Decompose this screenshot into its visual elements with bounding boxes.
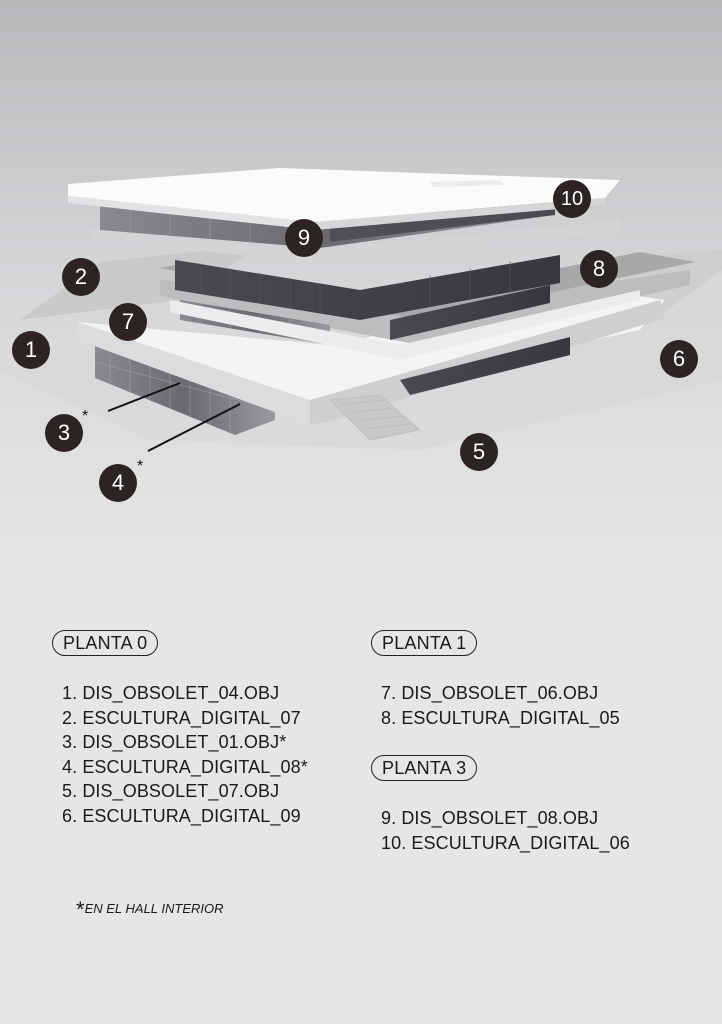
- planta-0-title: PLANTA 0: [63, 632, 148, 653]
- marker-label: 9: [297, 225, 311, 250]
- marker-label: 6: [672, 346, 686, 371]
- marker-10: [553, 180, 591, 218]
- footnote-asterisk: *: [76, 897, 85, 922]
- marker-label: 3: [57, 420, 71, 445]
- planta-3-list: [381, 806, 630, 855]
- list-item: 3. DIS_OBSOLET_01.OBJ*: [62, 732, 287, 753]
- marker-3: [45, 414, 83, 452]
- marker-3-asterisk: *: [82, 408, 89, 425]
- list-item: 7. DIS_OBSOLET_06.OBJ: [381, 683, 599, 703]
- list-item: 6. ESCULTURA_DIGITAL_09: [62, 805, 301, 826]
- marker-4-asterisk: *: [137, 458, 144, 475]
- marker-4: [99, 464, 137, 502]
- list-item: 4. ESCULTURA_DIGITAL_08*: [62, 756, 308, 777]
- marker-label: 1: [24, 337, 38, 362]
- marker-7: [109, 303, 147, 341]
- list-item: 9. DIS_OBSOLET_08.OBJ: [381, 808, 599, 828]
- marker-label: 4: [111, 470, 125, 495]
- marker-6: [660, 340, 698, 378]
- planta-0-heading: [52, 630, 158, 656]
- marker-2: [62, 258, 100, 296]
- marker-9: [285, 219, 323, 257]
- marker-label: 5: [472, 439, 486, 464]
- marker-8: [580, 250, 618, 288]
- marker-label: 7: [121, 309, 135, 334]
- marker-label: 10: [560, 187, 584, 210]
- list-item: 10. ESCULTURA_DIGITAL_06: [381, 832, 630, 853]
- planta-0-list: [62, 681, 308, 829]
- footnote: [76, 897, 224, 923]
- footnote-text: EN EL HALL INTERIOR: [84, 901, 224, 916]
- planta-3-title: PLANTA 3: [382, 757, 467, 778]
- marker-1: [12, 331, 50, 369]
- planta-1-title: PLANTA 1: [382, 632, 467, 653]
- marker-5: [460, 433, 498, 471]
- planta-1-list: [381, 681, 620, 730]
- planta-3-heading: [371, 755, 477, 781]
- list-item: 1. DIS_OBSOLET_04.OBJ: [62, 683, 280, 703]
- marker-label: 8: [592, 256, 606, 281]
- marker-label: 2: [74, 264, 88, 289]
- list-item: 2. ESCULTURA_DIGITAL_07: [62, 707, 301, 728]
- list-item: 8. ESCULTURA_DIGITAL_05: [381, 707, 620, 728]
- planta-1-heading: [371, 630, 477, 656]
- list-item: 5. DIS_OBSOLET_07.OBJ: [62, 781, 280, 802]
